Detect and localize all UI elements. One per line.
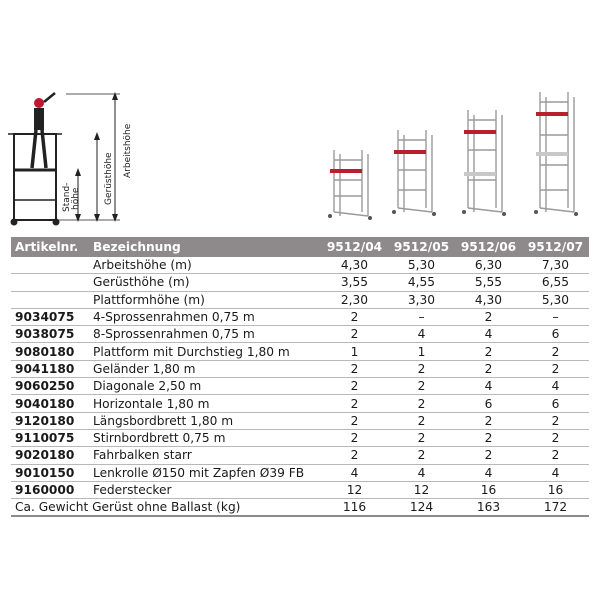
cell-value: 2 [321, 429, 388, 446]
cell-value: – [522, 308, 589, 325]
cell-value: 2 [522, 412, 589, 429]
label-geruesthoehe: Gerüsthöhe [104, 152, 114, 205]
table-row [11, 291, 589, 308]
cell-bezeichnung: Stirnbordbrett 0,75 m [89, 429, 321, 446]
cell-value: 6,30 [455, 257, 522, 274]
cell-value: – [388, 308, 455, 325]
table-body [11, 257, 589, 516]
cell-value: 2 [321, 412, 388, 429]
scaffold-drawings [0, 80, 600, 235]
table-row [11, 395, 589, 412]
label-arbeitshoehe: Arbeitshöhe [123, 123, 133, 178]
cell-weight-value: 163 [455, 499, 522, 517]
cell-artikelnr: 9160000 [11, 481, 89, 498]
cell-value: 2 [522, 360, 589, 377]
cell-bezeichnung: Geländer 1,80 m [89, 360, 321, 377]
label-stand: Stand- [62, 182, 72, 212]
cell-artikelnr: 9060250 [11, 378, 89, 395]
table-row [11, 326, 589, 343]
cell-value: 5,30 [522, 291, 589, 308]
cell-artikelnr [11, 291, 89, 308]
cell-value: 2 [321, 447, 388, 464]
cell-bezeichnung: Längsbordbrett 1,80 m [89, 412, 321, 429]
cell-value: 12 [321, 481, 388, 498]
header-9512-05: 9512/05 [388, 237, 455, 257]
cell-artikelnr: 9034075 [11, 308, 89, 325]
cell-weight-value: 172 [522, 499, 589, 517]
cell-value: 6 [522, 395, 589, 412]
table-row [11, 481, 589, 498]
cell-value: 2 [455, 429, 522, 446]
cell-value: 4,55 [388, 274, 455, 291]
cell-artikelnr: 9010150 [11, 464, 89, 481]
cell-artikelnr [11, 274, 89, 291]
cell-value: 2 [388, 395, 455, 412]
header-9512-07: 9512/07 [522, 237, 589, 257]
cell-value: 2 [522, 343, 589, 360]
cell-value: 2 [522, 429, 589, 446]
cell-value: 2 [321, 326, 388, 343]
cell-artikelnr: 9040180 [11, 395, 89, 412]
cell-value: 4,30 [321, 257, 388, 274]
table-row [11, 257, 589, 274]
cell-value: 16 [455, 481, 522, 498]
cell-value: 2,30 [321, 291, 388, 308]
scaffold-9512-05 [392, 130, 436, 216]
cell-value: 12 [388, 481, 455, 498]
cell-value: 2 [321, 308, 388, 325]
cell-value: 2 [388, 378, 455, 395]
cell-value: 2 [388, 429, 455, 446]
header-9512-04: 9512/04 [321, 237, 388, 257]
cell-bezeichnung: Plattform mit Durchstieg 1,80 m [89, 343, 321, 360]
cell-value: 2 [455, 308, 522, 325]
header-artikelnr: Artikelnr. [11, 237, 89, 257]
table-row [11, 447, 589, 464]
cell-bezeichnung: Lenkrolle Ø150 mit Zapfen Ø39 FB [89, 464, 321, 481]
scaffold-9512-06 [462, 110, 506, 216]
cell-weight-value: 116 [321, 499, 388, 517]
cell-value: 4 [388, 464, 455, 481]
cell-value: 6 [455, 395, 522, 412]
cell-value: 2 [321, 360, 388, 377]
cell-value: 4 [388, 326, 455, 343]
cell-artikelnr [11, 257, 89, 274]
cell-artikelnr: 9020180 [11, 447, 89, 464]
scaffold-illustration [0, 80, 600, 235]
cell-value: 5,30 [388, 257, 455, 274]
cell-value: 5,55 [455, 274, 522, 291]
cell-bezeichnung: Arbeitshöhe (m) [89, 257, 321, 274]
cell-value: 2 [388, 360, 455, 377]
cell-bezeichnung: Fahrbalken starr [89, 447, 321, 464]
cell-value: 4,30 [455, 291, 522, 308]
cell-bezeichnung: Horizontale 1,80 m [89, 395, 321, 412]
header-bezeichnung: Bezeichnung [89, 237, 321, 257]
label-hoehe: höhe [71, 187, 81, 210]
cell-value: 2 [455, 412, 522, 429]
cell-value: 2 [388, 412, 455, 429]
header-9512-06: 9512/06 [455, 237, 522, 257]
cell-weight-label: Ca. Gewicht Gerüst ohne Ballast (kg) [11, 499, 321, 517]
spec-table [11, 237, 589, 517]
cell-value: 6,55 [522, 274, 589, 291]
cell-value: 4 [522, 464, 589, 481]
cell-value: 4 [522, 378, 589, 395]
cell-bezeichnung: 4-Sprossenrahmen 0,75 m [89, 308, 321, 325]
cell-weight-value: 124 [388, 499, 455, 517]
cell-value: 4 [455, 464, 522, 481]
cell-artikelnr: 9038075 [11, 326, 89, 343]
table-row [11, 378, 589, 395]
cell-value: 2 [455, 360, 522, 377]
cell-bezeichnung: Federstecker [89, 481, 321, 498]
cell-value: 2 [321, 378, 388, 395]
cell-value: 2 [522, 447, 589, 464]
cell-bezeichnung: 8-Sprossenrahmen 0,75 m [89, 326, 321, 343]
scaffold-9512-04 [328, 150, 372, 220]
worker-figure [32, 93, 55, 168]
cell-value: 2 [455, 447, 522, 464]
cell-value: 16 [522, 481, 589, 498]
cell-value: 4 [321, 464, 388, 481]
cell-value: 1 [321, 343, 388, 360]
cell-bezeichnung: Plattformhöhe (m) [89, 291, 321, 308]
table-row [11, 360, 589, 377]
cell-value: 6 [522, 326, 589, 343]
cell-value: 4 [455, 378, 522, 395]
cell-artikelnr: 9080180 [11, 343, 89, 360]
cell-artikelnr: 9110075 [11, 429, 89, 446]
table-row [11, 343, 589, 360]
cell-bezeichnung: Diagonale 2,50 m [89, 378, 321, 395]
table-row [11, 429, 589, 446]
cell-value: 2 [321, 395, 388, 412]
scaffold-9512-07 [534, 92, 578, 216]
cell-value: 3,55 [321, 274, 388, 291]
table-row [11, 308, 589, 325]
table-row [11, 464, 589, 481]
cell-value: 4 [455, 326, 522, 343]
cell-artikelnr: 9120180 [11, 412, 89, 429]
cell-artikelnr: 9041180 [11, 360, 89, 377]
cell-value: 1 [388, 343, 455, 360]
table-row [11, 274, 589, 291]
table-header-row [11, 237, 589, 257]
cell-value: 2 [388, 447, 455, 464]
cell-bezeichnung: Gerüsthöhe (m) [89, 274, 321, 291]
cell-value: 2 [455, 343, 522, 360]
table-footer-row [11, 499, 589, 517]
cell-value: 7,30 [522, 257, 589, 274]
cell-value: 3,30 [388, 291, 455, 308]
table-row [11, 412, 589, 429]
